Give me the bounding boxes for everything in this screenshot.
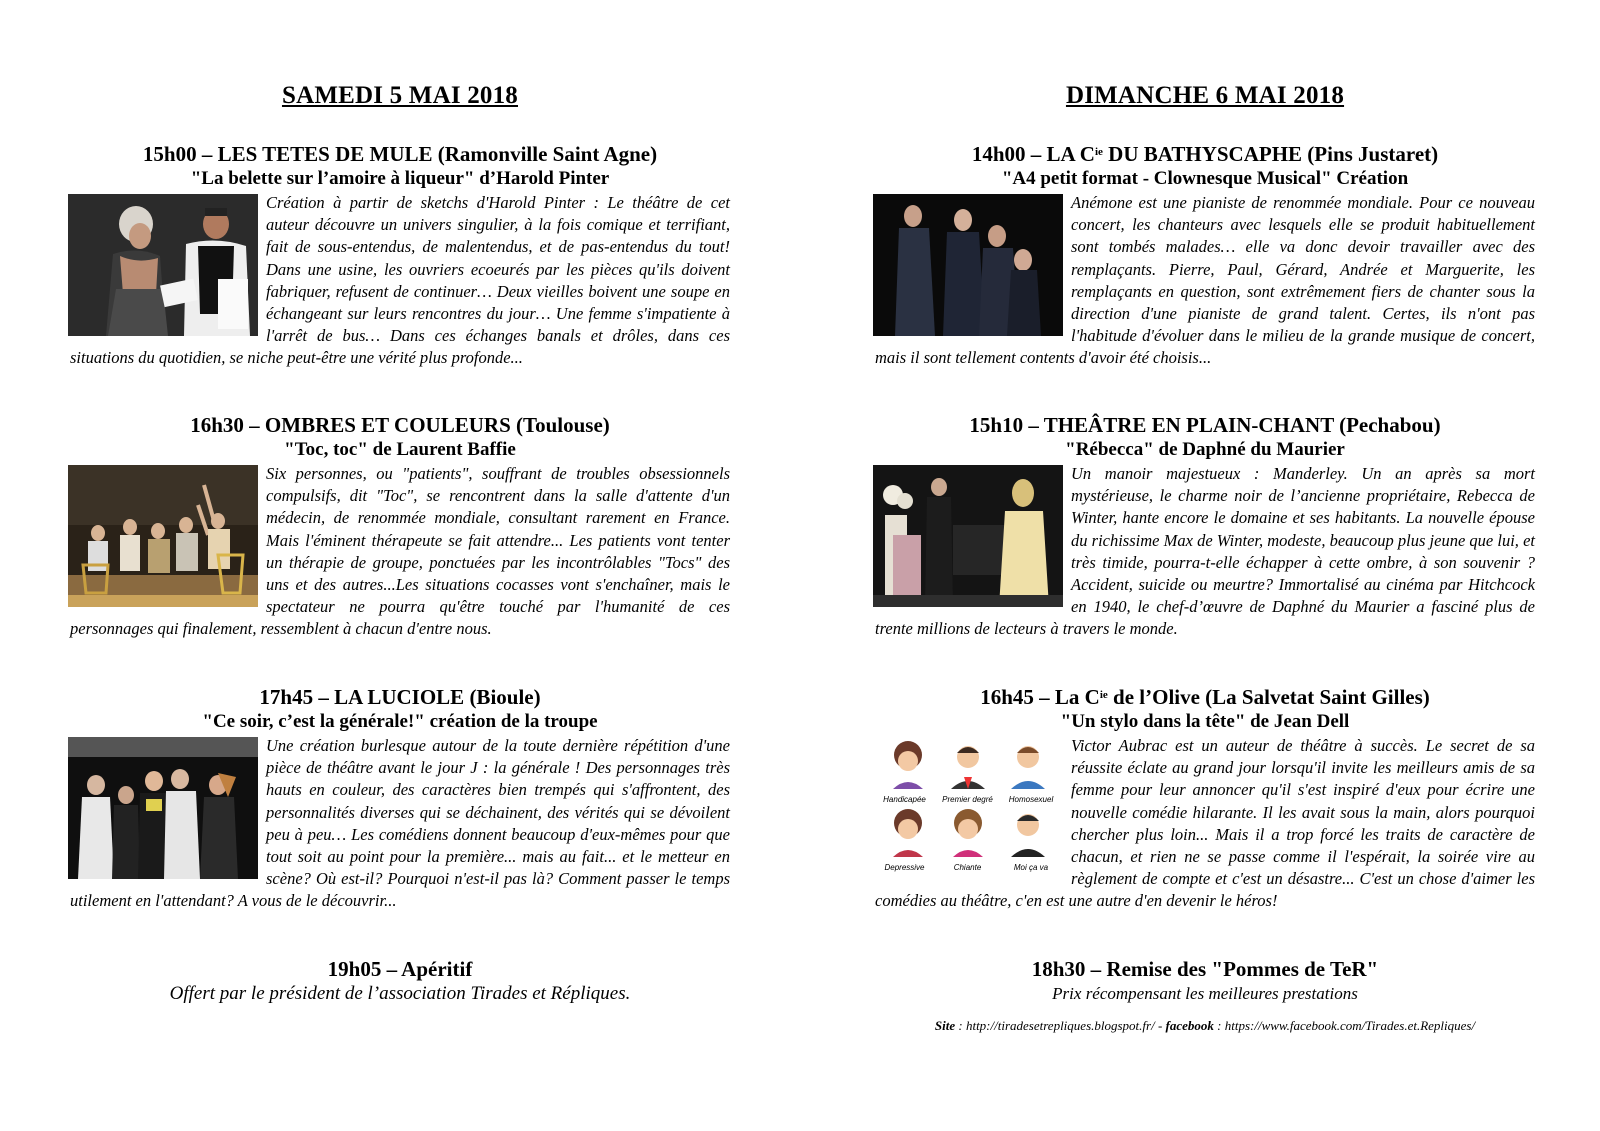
event-heading: 15h00 – LES TETES DE MULE (Ramonville Saint Agne) [142,142,658,166]
avatar-premier-degre [951,746,985,789]
site-link[interactable]: : http://tiradesetrepliques.blogspot.fr/ - [955,1018,1166,1033]
event-heading: 16h30 – OMBRES ET COULEURS (Toulouse) [190,413,610,437]
event-subtitle: "Un stylo dans la tête" de Jean Dell [1060,711,1350,732]
event-description: Création à partir de sketchs d'Harold Pinter : Le théâtre de cet auteur découvre un univers singulier, à la fois comique et terrifiant, fait de sous-entendus, de malentendus, et de pas-entendus du tout! Dans une usine, les ouvriers ecoeurés par les pièces qu'ils doivent fabriquer, refusent de continuer… Deux vieilles boivent une soupe en échangeant sur leurs rencontres du jour… Une femme s'impatiente à l'arrêt de bus… Dans ces échanges banals et drôles, dans ces situations du quotidien, se niche peut-être une vérité plus profonde... [70,193,730,368]
event-subtitle: "Ce soir, c’est la générale!" création de la troupe [202,711,598,732]
avatar-label: Moi ça va [1013,863,1049,872]
event-heading: 19h05 – Apéritif [327,957,473,981]
site-label: Site [934,1018,956,1033]
avatar-moi-ca-va [1011,814,1045,857]
event-photo [68,465,258,607]
event-photo [873,194,1063,336]
event-subtitle: "Rébecca" de Daphné du Maurier [1065,439,1345,460]
event-subtitle: "La belette sur l’amoire à liqueur" d’Harold Pinter [190,168,610,189]
footer-links [875,1018,1535,1034]
event-heading: 16h45 – La $C^{ie}$ de l’Olive (La Salvetat Saint Gilles) [980,685,1430,709]
avatar-label: Homosexuel [1008,795,1054,804]
avatar-depressive [893,809,923,857]
event-description: Une création burlesque autour de la toute dernière répétition d'une pièce de théâtre avant le jour J : la générale ! Des personnages très hauts en couleur, des caractères bien trempés qui s'affrontent, des personnalités diverses qui se déchainent, des vérités qui se dévoilent peu à peu… Les comédiens donnent beaucoup d'eux-mêmes pour que tout soit au point pour la première... mais au fait... et le metteur en scène? Où est-il? Pourquoi n'est-il pas là? Comment passer le temps utilement en l'attendant? A vous de le découvrir... [70,736,730,911]
event-heading: 17h45 – LA LUCIOLE (Bioule) [259,685,541,709]
event-la-luciole [70,684,730,913]
event-aperitif [70,956,730,1006]
avatar-handicapee [893,741,923,789]
event-heading: 14h00 – LA $C^{ie}$ DU BATHYSCAPHE (Pins Justaret) [971,142,1439,166]
event-heading: 15h10 – THEÂTRE EN PLAIN-CHANT (Pechabou) [969,413,1441,437]
event-photo [68,737,258,879]
sunday-title: DIMANCHE 6 MAI 2018 [1065,82,1345,109]
event-subtitle: "A4 petit format - Clownesque Musical" Création [1001,168,1409,189]
avatar-label: Chiante [953,863,982,872]
event-description: Offert par le président de l’association Tirades et Répliques. [169,983,631,1004]
sunday-column [875,0,1535,1131]
event-heading: 18h30 – Remise des "Pommes de TeR" [1031,957,1379,981]
saturday-title: SAMEDI 5 MAI 2018 [281,82,519,109]
event-photo [873,465,1063,607]
event-remise-des-prix [875,956,1535,1006]
event-description: Handicapée Premier degré Homosexuel Depressive Chiante Moi ça va Victor Aubrac est un auteur de théâtre à succès. Le secret de sa réussite éclate au grand jour lorsqu'il invite les meilleurs amis de sa femme pour leur annoncer qu'il s'est inspiré d'eux pour écrire une nouvelle comédie hilarante. Il les avait sous la main, alors pourquoi chercher plus loin... Mais il a trop forcé les traits de caractère de chacun, et rien ne se passe comme il l'espérait, la soirée vire au règlement de compte et c'est un désastre... C'est un chose d'aimer les comédies au théâtre, c'en est une autre d'en devenir le héros! [875,736,1535,911]
avatar-chiante [953,809,983,857]
avatar-homosexuel [1011,746,1045,789]
avatar-label: Depressive [884,863,925,872]
avatar-label: Handicapée [883,795,926,804]
facebook-link[interactable]: : https://www.facebook.com/Tirades.et.Repliques/ [1213,1018,1476,1033]
saturday-column [70,0,730,1131]
event-theatre-en-plain-chant [875,412,1535,641]
event-ombres-et-couleurs [70,412,730,641]
event-description: Prix récompensant les meilleures prestations [1052,984,1358,1003]
event-olive [875,684,1535,913]
event-description: Un manoir majestueux : Manderley. Un an après sa mort mystérieuse, le charme noir de l’ancienne propriétaire, Rebecca de Winter, hante encore le domaine et ses habitants. La nouvelle épouse du richissime Max de Winter, modeste, beaucoup plus jeune que lui, et très timide, pourra-t-elle échapper à cette ombre, à son souvenir ? Accident, suicide ou meurtre? Immortalisé au cinéma par Hitchcock en 1940, le chef-d’œuvre de Daphné du Maurier a fasciné plus de trente millions de lecteurs à travers le monde. [875,464,1535,639]
character-avatars [873,737,1063,879]
event-subtitle: "Toc, toc" de Laurent Baffie [284,439,516,460]
event-tetes-de-mule [70,141,730,370]
facebook-label: facebook [1165,1018,1214,1033]
event-bathyscaphe [875,141,1535,370]
avatar-label: Premier degré [942,795,993,804]
event-description: Anémone est une pianiste de renommée mondiale. Pour ce nouveau concert, les chanteurs avec lesquels elle se produit habituellement sont tombés malades… elle va donc devoir travailler avec des remplaçants. Pierre, Paul, Gérard, Andrée et Marguerite, les remplaçants en question, sont extrêmement fiers de chanter sous la direction d'une pianiste de grand talent. Certes, ils n'ont pas l'habitude d'évoluer dans le milieu de la grande musique de concert, mais il sont tellement contents d'avoir été choisis... [875,193,1535,368]
event-description: Six personnes, ou "patients", souffrant de troubles obsessionnels compulsifs, dit "Toc", se rencontrent dans la salle d'attente d'un médecin, de renommée mondiale, consultant rarement en France. Mais l'éminent thérapeute se fait attendre... Les patients vont tenter un thérapie de groupe, ponctuées par les incontrôlables "Tocs" des uns et des autres...Les situations cocasses vont s'enchaîner, mais le spectateur ne pourra qu'être touché par l'humanité de ces personnages qui finalement, ressemblent à chacun d'entre nous. [70,464,730,639]
event-photo [68,194,258,336]
